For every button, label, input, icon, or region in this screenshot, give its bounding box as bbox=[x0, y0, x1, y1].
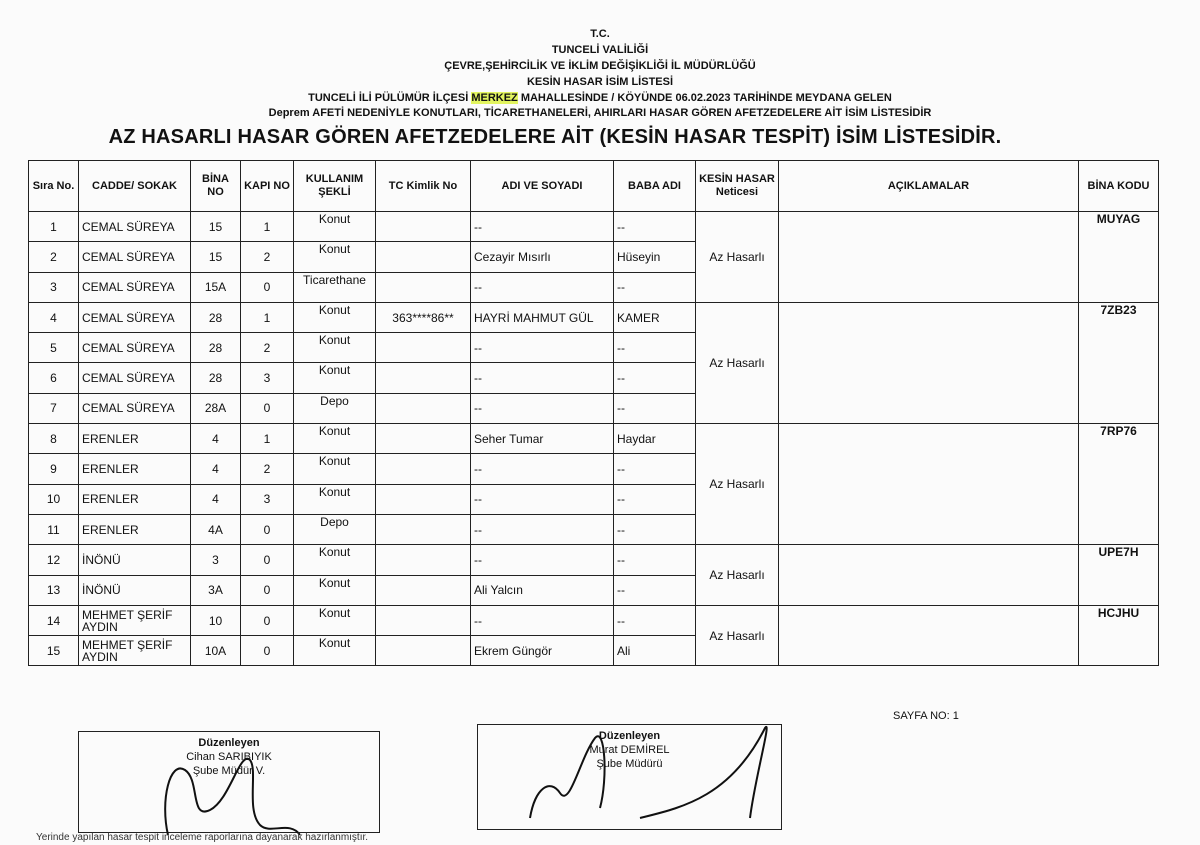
header-disaster: Deprem AFETİ NEDENİYLE KONUTLARI, TİCARETHANELERİ, AHIRLARI HASAR GÖREN AFETZEDELERE AİT İSİM LİSTESİDİR bbox=[268, 107, 932, 119]
table-row bbox=[29, 545, 1159, 575]
footer-note: Yerinde yapılan hasar tespit inceleme raporlarına dayanarak hazırlanmıştır. bbox=[36, 832, 369, 843]
row-tc bbox=[376, 514, 471, 544]
row-kesin-hasar: Az Hasarlı bbox=[696, 424, 779, 545]
row-bina-no: 4A bbox=[191, 514, 241, 544]
row-baba: -- bbox=[614, 393, 696, 423]
row-cadde: CEMAL SÜREYA bbox=[79, 272, 191, 302]
row-bina-kodu: MUYAG bbox=[1079, 212, 1159, 303]
row-bina-no: 15 bbox=[191, 242, 241, 272]
row-baba: -- bbox=[614, 605, 696, 635]
col-kullanim: KULLANIM ŞEKLİ bbox=[294, 161, 376, 212]
header-location-highlight: MERKEZ bbox=[471, 92, 518, 104]
row-bina-no: 28 bbox=[191, 333, 241, 363]
row-bina-no: 15A bbox=[191, 272, 241, 302]
table-header-row bbox=[29, 161, 1159, 212]
row-cadde: MEHMET ŞERİF AYDIN bbox=[79, 605, 191, 635]
row-kapi-no: 3 bbox=[241, 363, 294, 393]
row-baba: -- bbox=[614, 454, 696, 484]
row-sira: 7 bbox=[29, 393, 79, 423]
row-tc bbox=[376, 212, 471, 242]
signature-2-title: Düzenleyen bbox=[598, 730, 661, 742]
col-adi: ADI VE SOYADI bbox=[471, 161, 614, 212]
row-kapi-no: 0 bbox=[241, 636, 294, 666]
col-kesin: KESİN HASAR Neticesi bbox=[696, 161, 779, 212]
row-tc bbox=[376, 242, 471, 272]
signature-2-name: Murat DEMİREL bbox=[589, 744, 670, 756]
damage-table bbox=[28, 160, 1159, 666]
row-adi: -- bbox=[471, 514, 614, 544]
row-kapi-no: 1 bbox=[241, 424, 294, 454]
row-adi: -- bbox=[471, 272, 614, 302]
row-tc bbox=[376, 454, 471, 484]
col-cadde: CADDE/ SOKAK bbox=[79, 161, 191, 212]
row-kapi-no: 0 bbox=[241, 605, 294, 635]
row-kesin-hasar: Az Hasarlı bbox=[696, 545, 779, 606]
row-adi: -- bbox=[471, 212, 614, 242]
row-cadde: CEMAL SÜREYA bbox=[79, 302, 191, 332]
signature-1-scribble bbox=[150, 740, 310, 840]
row-baba: Hüseyin bbox=[614, 242, 696, 272]
row-kapi-no: 1 bbox=[241, 212, 294, 242]
header-location-b: MAHALLESİNDE / KÖYÜNDE 06.02.2023 TARİHİNDE MEYDANA GELEN bbox=[520, 92, 892, 104]
row-kullanim: Konut bbox=[294, 605, 376, 635]
row-adi: Cezayir Mısırlı bbox=[471, 242, 614, 272]
signature-2-role: Şube Müdürü bbox=[596, 758, 663, 770]
col-bina-kodu: BİNA KODU bbox=[1079, 161, 1159, 212]
row-tc bbox=[376, 636, 471, 666]
row-bina-no: 28 bbox=[191, 363, 241, 393]
row-aciklama bbox=[779, 302, 1079, 423]
row-kullanim: Konut bbox=[294, 242, 376, 272]
row-aciklama bbox=[779, 212, 1079, 303]
col-tc: TC Kimlik No bbox=[376, 161, 471, 212]
row-cadde: ERENLER bbox=[79, 424, 191, 454]
row-kullanim: Konut bbox=[294, 333, 376, 363]
row-bina-no: 15 bbox=[191, 212, 241, 242]
row-kullanim: Konut bbox=[294, 424, 376, 454]
row-adi: -- bbox=[471, 363, 614, 393]
row-sira: 3 bbox=[29, 272, 79, 302]
row-kullanim: Depo bbox=[294, 393, 376, 423]
row-bina-no: 10 bbox=[191, 605, 241, 635]
row-baba: -- bbox=[614, 333, 696, 363]
row-sira: 12 bbox=[29, 545, 79, 575]
row-tc bbox=[376, 363, 471, 393]
row-cadde: ERENLER bbox=[79, 484, 191, 514]
row-bina-no: 4 bbox=[191, 484, 241, 514]
row-kapi-no: 0 bbox=[241, 545, 294, 575]
row-adi: -- bbox=[471, 605, 614, 635]
header-tc: T.C. bbox=[590, 28, 610, 40]
row-cadde: CEMAL SÜREYA bbox=[79, 333, 191, 363]
header-location-a: TUNCELİ İLİ PÜLÜMÜR İLÇESİ bbox=[308, 92, 469, 104]
row-sira: 9 bbox=[29, 454, 79, 484]
row-kullanim: Konut bbox=[294, 454, 376, 484]
row-aciklama bbox=[779, 424, 1079, 545]
header-location bbox=[0, 90, 1200, 106]
row-cadde: CEMAL SÜREYA bbox=[79, 212, 191, 242]
row-cadde: CEMAL SÜREYA bbox=[79, 393, 191, 423]
header-mudurluk: ÇEVRE,ŞEHİRCİLİK VE İKLİM DEĞİŞİKLİĞİ İL MÜDÜRLÜĞÜ bbox=[444, 60, 756, 72]
row-tc bbox=[376, 424, 471, 454]
header-list-title: KESİN HASAR İSİM LİSTESİ bbox=[526, 76, 674, 88]
signature-1-name: Cihan SARIBIYIK bbox=[186, 751, 272, 763]
row-bina-kodu: 7ZB23 bbox=[1079, 302, 1159, 423]
row-tc bbox=[376, 545, 471, 575]
row-cadde: İNÖNÜ bbox=[79, 545, 191, 575]
row-sira: 13 bbox=[29, 575, 79, 605]
row-kullanim: Konut bbox=[294, 302, 376, 332]
row-cadde: CEMAL SÜREYA bbox=[79, 363, 191, 393]
col-aciklama: AÇIKLAMALAR bbox=[779, 161, 1079, 212]
row-kullanim: Konut bbox=[294, 636, 376, 666]
row-kapi-no: 0 bbox=[241, 272, 294, 302]
row-bina-no: 3 bbox=[191, 545, 241, 575]
row-baba: -- bbox=[614, 514, 696, 544]
row-bina-no: 28A bbox=[191, 393, 241, 423]
row-bina-no: 4 bbox=[191, 424, 241, 454]
row-adi: -- bbox=[471, 393, 614, 423]
row-sira: 8 bbox=[29, 424, 79, 454]
table-row bbox=[29, 605, 1159, 635]
row-adi: Seher Tumar bbox=[471, 424, 614, 454]
row-adi: -- bbox=[471, 333, 614, 363]
row-adi: -- bbox=[471, 545, 614, 575]
row-tc: 363****86** bbox=[376, 302, 471, 332]
row-sira: 15 bbox=[29, 636, 79, 666]
row-cadde: ERENLER bbox=[79, 514, 191, 544]
row-baba: -- bbox=[614, 484, 696, 514]
row-aciklama bbox=[779, 605, 1079, 666]
row-baba: KAMER bbox=[614, 302, 696, 332]
table-row bbox=[29, 302, 1159, 332]
row-sira: 5 bbox=[29, 333, 79, 363]
row-cadde: MEHMET ŞERİF AYDIN bbox=[79, 636, 191, 666]
table-row bbox=[29, 424, 1159, 454]
row-bina-kodu: UPE7H bbox=[1079, 545, 1159, 606]
row-bina-kodu: 7RP76 bbox=[1079, 424, 1159, 545]
row-bina-no: 3A bbox=[191, 575, 241, 605]
col-baba: BABA ADI bbox=[614, 161, 696, 212]
table-row bbox=[29, 212, 1159, 242]
row-kullanim: Konut bbox=[294, 484, 376, 514]
row-cadde: ERENLER bbox=[79, 454, 191, 484]
row-kapi-no: 0 bbox=[241, 575, 294, 605]
row-kapi-no: 0 bbox=[241, 514, 294, 544]
row-adi: HAYRİ MAHMUT GÜL bbox=[471, 302, 614, 332]
row-tc bbox=[376, 484, 471, 514]
row-baba: -- bbox=[614, 363, 696, 393]
row-kapi-no: 1 bbox=[241, 302, 294, 332]
row-kapi-no: 3 bbox=[241, 484, 294, 514]
row-kullanim: Depo bbox=[294, 514, 376, 544]
row-sira: 4 bbox=[29, 302, 79, 332]
row-kesin-hasar: Az Hasarlı bbox=[696, 212, 779, 303]
row-kesin-hasar: Az Hasarlı bbox=[696, 605, 779, 666]
row-adi: -- bbox=[471, 454, 614, 484]
signature-2-scribble bbox=[510, 718, 790, 828]
page-title: AZ HASARLI HASAR GÖREN AFETZEDELERE AİT (KESİN HASAR TESPİT) İSİM LİSTESİDİR. bbox=[108, 126, 1002, 148]
row-baba: -- bbox=[614, 575, 696, 605]
row-kullanim: Konut bbox=[294, 575, 376, 605]
row-baba: -- bbox=[614, 545, 696, 575]
row-sira: 1 bbox=[29, 212, 79, 242]
row-baba: -- bbox=[614, 272, 696, 302]
row-tc bbox=[376, 393, 471, 423]
row-kapi-no: 2 bbox=[241, 333, 294, 363]
row-bina-no: 10A bbox=[191, 636, 241, 666]
row-cadde: İNÖNÜ bbox=[79, 575, 191, 605]
header-valilik: TUNCELİ VALİLİĞİ bbox=[551, 44, 649, 56]
row-sira: 11 bbox=[29, 514, 79, 544]
row-kullanim: Konut bbox=[294, 212, 376, 242]
row-cadde: CEMAL SÜREYA bbox=[79, 242, 191, 272]
signature-1-role: Şube Müdür V. bbox=[192, 765, 266, 777]
row-aciklama bbox=[779, 545, 1079, 606]
page-number: SAYFA NO: 1 bbox=[893, 710, 959, 722]
row-tc bbox=[376, 333, 471, 363]
row-sira: 6 bbox=[29, 363, 79, 393]
col-bina-no: BİNA NO bbox=[191, 161, 241, 212]
row-adi: Ekrem Güngör bbox=[471, 636, 614, 666]
row-bina-kodu: HCJHU bbox=[1079, 605, 1159, 666]
row-baba: Ali bbox=[614, 636, 696, 666]
row-tc bbox=[376, 575, 471, 605]
row-bina-no: 28 bbox=[191, 302, 241, 332]
row-tc bbox=[376, 605, 471, 635]
row-kapi-no: 0 bbox=[241, 393, 294, 423]
row-adi: -- bbox=[471, 484, 614, 514]
row-kullanim: Ticarethane bbox=[294, 272, 376, 302]
row-kullanim: Konut bbox=[294, 545, 376, 575]
row-kapi-no: 2 bbox=[241, 242, 294, 272]
row-sira: 14 bbox=[29, 605, 79, 635]
col-kapi-no: KAPI NO bbox=[241, 161, 294, 212]
row-kullanim: Konut bbox=[294, 363, 376, 393]
row-adi: Ali Yalcın bbox=[471, 575, 614, 605]
row-bina-no: 4 bbox=[191, 454, 241, 484]
row-baba: Haydar bbox=[614, 424, 696, 454]
row-kesin-hasar: Az Hasarlı bbox=[696, 302, 779, 423]
row-sira: 2 bbox=[29, 242, 79, 272]
row-tc bbox=[376, 272, 471, 302]
col-sira: Sıra No. bbox=[29, 161, 79, 212]
row-kapi-no: 2 bbox=[241, 454, 294, 484]
row-sira: 10 bbox=[29, 484, 79, 514]
row-baba: -- bbox=[614, 212, 696, 242]
signature-1-title: Düzenleyen bbox=[198, 737, 260, 749]
